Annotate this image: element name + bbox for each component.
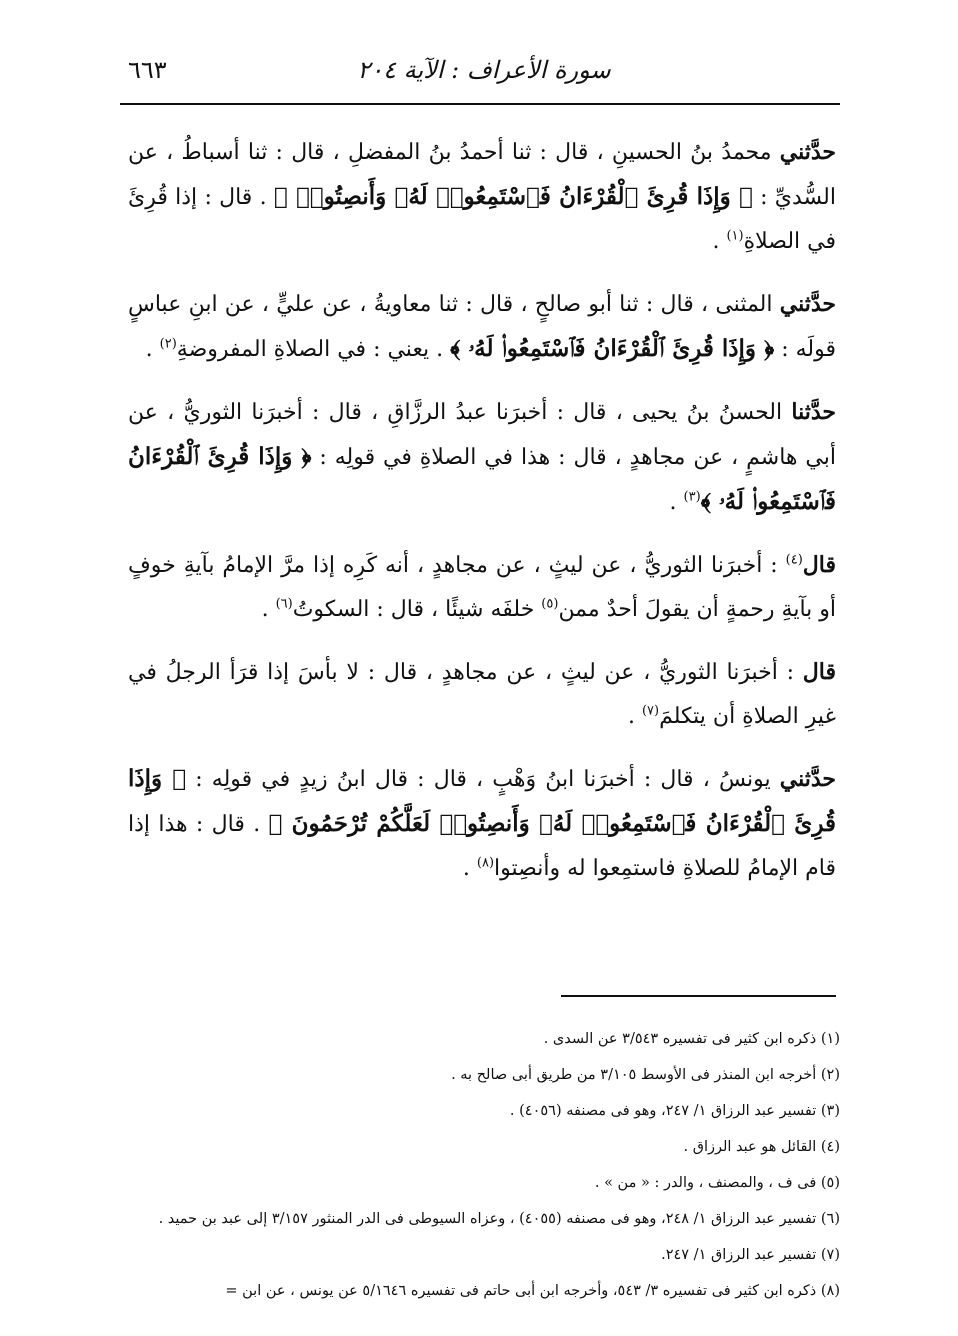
footnote-reference: (٤)	[785, 552, 803, 568]
isnad-lead-word: قال	[802, 659, 836, 685]
footnote-item: (١) ذكره ابن كثير فى تفسيره ٣/٥٤٣ عن السدى .	[543, 1031, 840, 1047]
footnote-item: (٤) القائل هو عبد الرزاق .	[683, 1139, 840, 1155]
footnotes-section	[120, 1021, 840, 1309]
footnote-reference: (٢)	[159, 336, 177, 352]
quran-verse: ﴿ وَإِذَا قُرِئَ ٱلْقُرْءَانُ فَٱسْتَمِعُوا۟ لَهُۥ وَأَنصِتُوا۟ ﴾	[273, 183, 753, 210]
isnad-lead-word: قال	[802, 552, 836, 578]
footnote-reference: (١)	[726, 228, 744, 244]
hadith-paragraph	[128, 650, 836, 739]
paragraph-text: .	[627, 704, 642, 729]
footnote-reference: (٧)	[641, 703, 660, 719]
footnote-item: (٣) تفسير عبد الرزاق ١/ ٢٤٧، وهو فى مصنفه (٤٠٥٦) .	[509, 1103, 840, 1119]
quran-verse: ﴿ وَإِذَا قُرِئَ ٱلْقُرْءَانُ فَٱسْتَمِعُوا۟ لَهُۥ ﴾	[128, 443, 836, 515]
isnad-lead-word: حدَّثنا	[791, 399, 836, 425]
footnote-item: (٨) ذكره ابن كثير فى تفسيره ٣/ ٥٤٣، وأخرجه ابن أبى حاتم فى تفسيره ٥/١٦٤٦ عن يونس ، عن ابن =	[225, 1283, 840, 1299]
footnote-reference: (٨)	[476, 855, 495, 871]
footnote-reference: (٦)	[275, 596, 293, 612]
page-number: ٦٦٣	[128, 56, 167, 84]
page-header	[128, 52, 840, 100]
paragraph-text: خلفَه شيئًا ، قال : السكوتُ	[292, 597, 542, 622]
footnote-item: (٦) تفسير عبد الرزاق ١/ ٢٤٨، وهو فى مصنفه (٤٠٥٥) ، وعزاه السيوطى فى الدر المنثور ٣/١٥٧ إلى عبد بن حميد .	[158, 1211, 840, 1227]
hadith-paragraph	[128, 757, 836, 891]
footnote-item: (٢) أخرجه ابن المنذر فى الأوسط ٣/١٠٥ من طريق أبى صالح به .	[451, 1067, 840, 1083]
paragraph-text: المثنى ، قال : ثنا أبو صالحٍ ، قال : ثنا معاويةُ ، عن عليٍّ ، عن ابنِ عباسٍ قولَه :	[128, 292, 836, 362]
hadith-paragraph	[128, 282, 836, 372]
footnote-item: (٧) تفسير عبد الرزاق ١/ ٢٤٧.	[661, 1247, 840, 1263]
footnote-item: (٥) فى ف ، والمصنف ، والدر : « من » .	[594, 1175, 840, 1191]
hadith-paragraph	[128, 130, 836, 264]
paragraph-text: .	[261, 597, 276, 622]
paragraph-text: .	[712, 229, 727, 254]
paragraph-text: يونسُ ، قال : أخبرَنا ابنُ وَهْبٍ ، قال : قال ابنُ زيدٍ في قولِه :	[186, 767, 780, 792]
running-title: سورة الأعراف : الآية ٢٠٤	[357, 56, 611, 84]
paragraph-text: .	[462, 856, 477, 881]
paragraph-text: .	[145, 337, 160, 362]
paragraph-text: : أخبرَنا الثوريُّ ، عن ليثٍ ، عن مجاهدٍ ، قال : لا بأسَ إذا قرَأ الرجلُ في غيرِ الصلاةِ أن يتكلمَ	[128, 660, 836, 729]
paragraph-text: . يعني : في الصلاةِ المفروضةِ	[176, 337, 451, 362]
footnote-reference: (٥)	[541, 596, 559, 612]
isnad-lead-word: حدَّثني	[779, 139, 836, 165]
paragraph-text: . قال : هذا إذا قام الإمامُ للصلاةِ فاستمِعوا له وأنصِتوا	[128, 812, 836, 881]
paragraph-text: محمدُ بنُ الحسينِ ، قال : ثنا أحمدُ بنُ المفضلِ ، قال : ثنا أسباطُ ، عن السُّديِّ :	[128, 140, 836, 210]
header-divider	[120, 103, 840, 105]
footnote-reference: (٣)	[683, 489, 701, 505]
quran-verse: ﴿ وَإِذَا قُرِئَ ٱلْقُرْءَانُ فَٱسْتَمِعُوا۟ لَهُۥ وَأَنصِتُوا۟ لَعَلَّكُمْ تُرْحَمُونَ ﴾	[128, 765, 836, 837]
quran-verse: ﴿ وَإِذَا قُرِئَ ٱلْقُرْءَانُ فَٱسْتَمِعُوا۟ لَهُۥ ﴾	[450, 335, 775, 362]
paragraph-text: : أخبرَنا الثوريُّ ، عن ليثٍ ، عن مجاهدٍ ، أنه كَرِه إذا مرَّ الإمامُ بآيةِ خوفٍ أو بآيةِ رحمةٍ أن يقولَ أحدٌ ممن	[128, 553, 836, 622]
main-text	[128, 130, 836, 909]
paragraph-text: الحسنُ بنُ يحيى ، قال : أخبرَنا عبدُ الرزَّاقِ ، قال : أخبرَنا الثوريُّ ، عن أبي هاشمٍ ، عن مجاهدٍ ، قال : هذا في الصلاةِ في قولِه :	[128, 400, 836, 470]
isnad-lead-word: حدَّثني	[779, 766, 836, 792]
hadith-paragraph	[128, 543, 836, 632]
hadith-paragraph	[128, 390, 836, 525]
footnote-divider	[561, 995, 836, 997]
isnad-lead-word: حدَّثني	[779, 291, 836, 317]
paragraph-text: .	[669, 490, 684, 515]
paragraph-text: . قال : إذا قُرِئَ في الصلاةِ	[128, 185, 836, 254]
